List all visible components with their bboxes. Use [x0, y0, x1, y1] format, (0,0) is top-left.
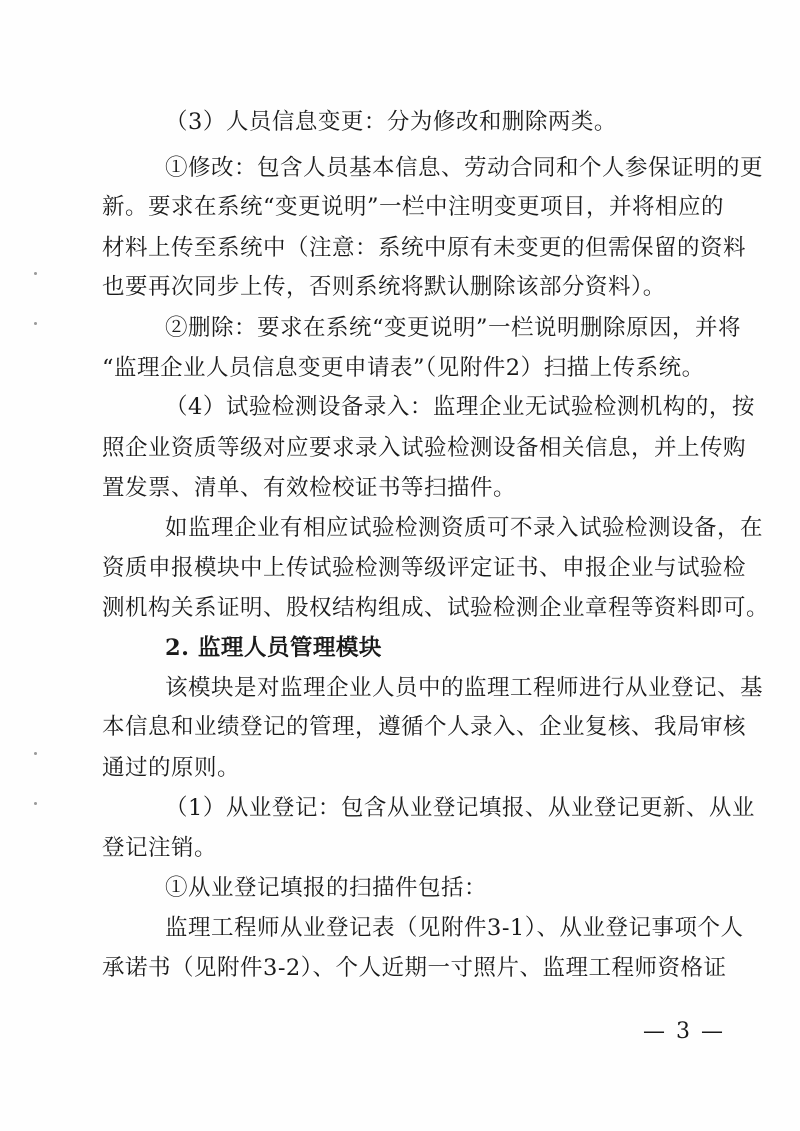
page-number: — 3 — — [643, 1019, 725, 1044]
paragraph-line: 测机构关系证明、股权结构组成、试验检测企业章程等资料即可。 — [102, 595, 770, 621]
paragraph-line: （1）从业登记：包含从业登记填报、从业登记更新、从业 — [165, 795, 755, 821]
section-heading: 2. 监理人员管理模块 — [165, 635, 382, 661]
scan-mark — [34, 272, 37, 275]
paragraph-line: 通过的原则。 — [102, 755, 241, 781]
paragraph-line: 承诺书（见附件3-2）、个人近期一寸照片、监理工程师资格证 — [102, 955, 727, 981]
paragraph-line: 如监理企业有相应试验检测资质可不录入试验检测设备，在 — [165, 515, 764, 541]
paragraph-line: 新。要求在系统“变更说明”一栏中注明变更项目，并将相应的 — [102, 194, 725, 220]
paragraph-line: 登记注销。 — [102, 835, 218, 861]
paragraph-line: 也要再次同步上传，否则系统将默认删除该部分资料）。 — [102, 274, 666, 300]
paragraph-line: ①从业登记填报的扫描件包括： — [165, 875, 488, 901]
paragraph-line: 监理工程师从业登记表（见附件3-1）、从业登记事项个人 — [165, 915, 744, 941]
paragraph-line: 置发票、清单、有效检校证书等扫描件。 — [102, 475, 517, 501]
paragraph-line: “监理企业人员信息变更申请表”（见附件2）扫描上传系统。 — [102, 355, 705, 381]
paragraph-line: （4）试验检测设备录入：监理企业无试验检测机构的，按 — [165, 394, 755, 420]
paragraph-line: 资质申报模块中上传试验检测等级评定证书、申报企业与试验检 — [102, 555, 747, 581]
paragraph-line: 该模块是对监理企业人员中的监理工程师进行从业登记、基 — [165, 675, 764, 701]
scan-mark — [34, 322, 37, 325]
paragraph-line: 照企业资质等级对应要求录入试验检测设备相关信息，并上传购 — [102, 435, 747, 461]
paragraph-line: （3）人员信息变更：分为修改和删除两类。 — [165, 109, 617, 135]
paragraph-line: ②删除：要求在系统“变更说明”一栏说明删除原因，并将 — [165, 315, 742, 341]
paragraph-line: 本信息和业绩登记的管理，遵循个人录入、企业复核、我局审核 — [102, 714, 747, 740]
scan-mark — [34, 802, 37, 805]
paragraph-line: 材料上传至系统中（注意：系统中原有未变更的但需保留的资料 — [102, 235, 747, 261]
paragraph-line: ①修改：包含人员基本信息、劳动合同和个人参保证明的更 — [165, 155, 764, 181]
scan-mark — [34, 752, 37, 755]
